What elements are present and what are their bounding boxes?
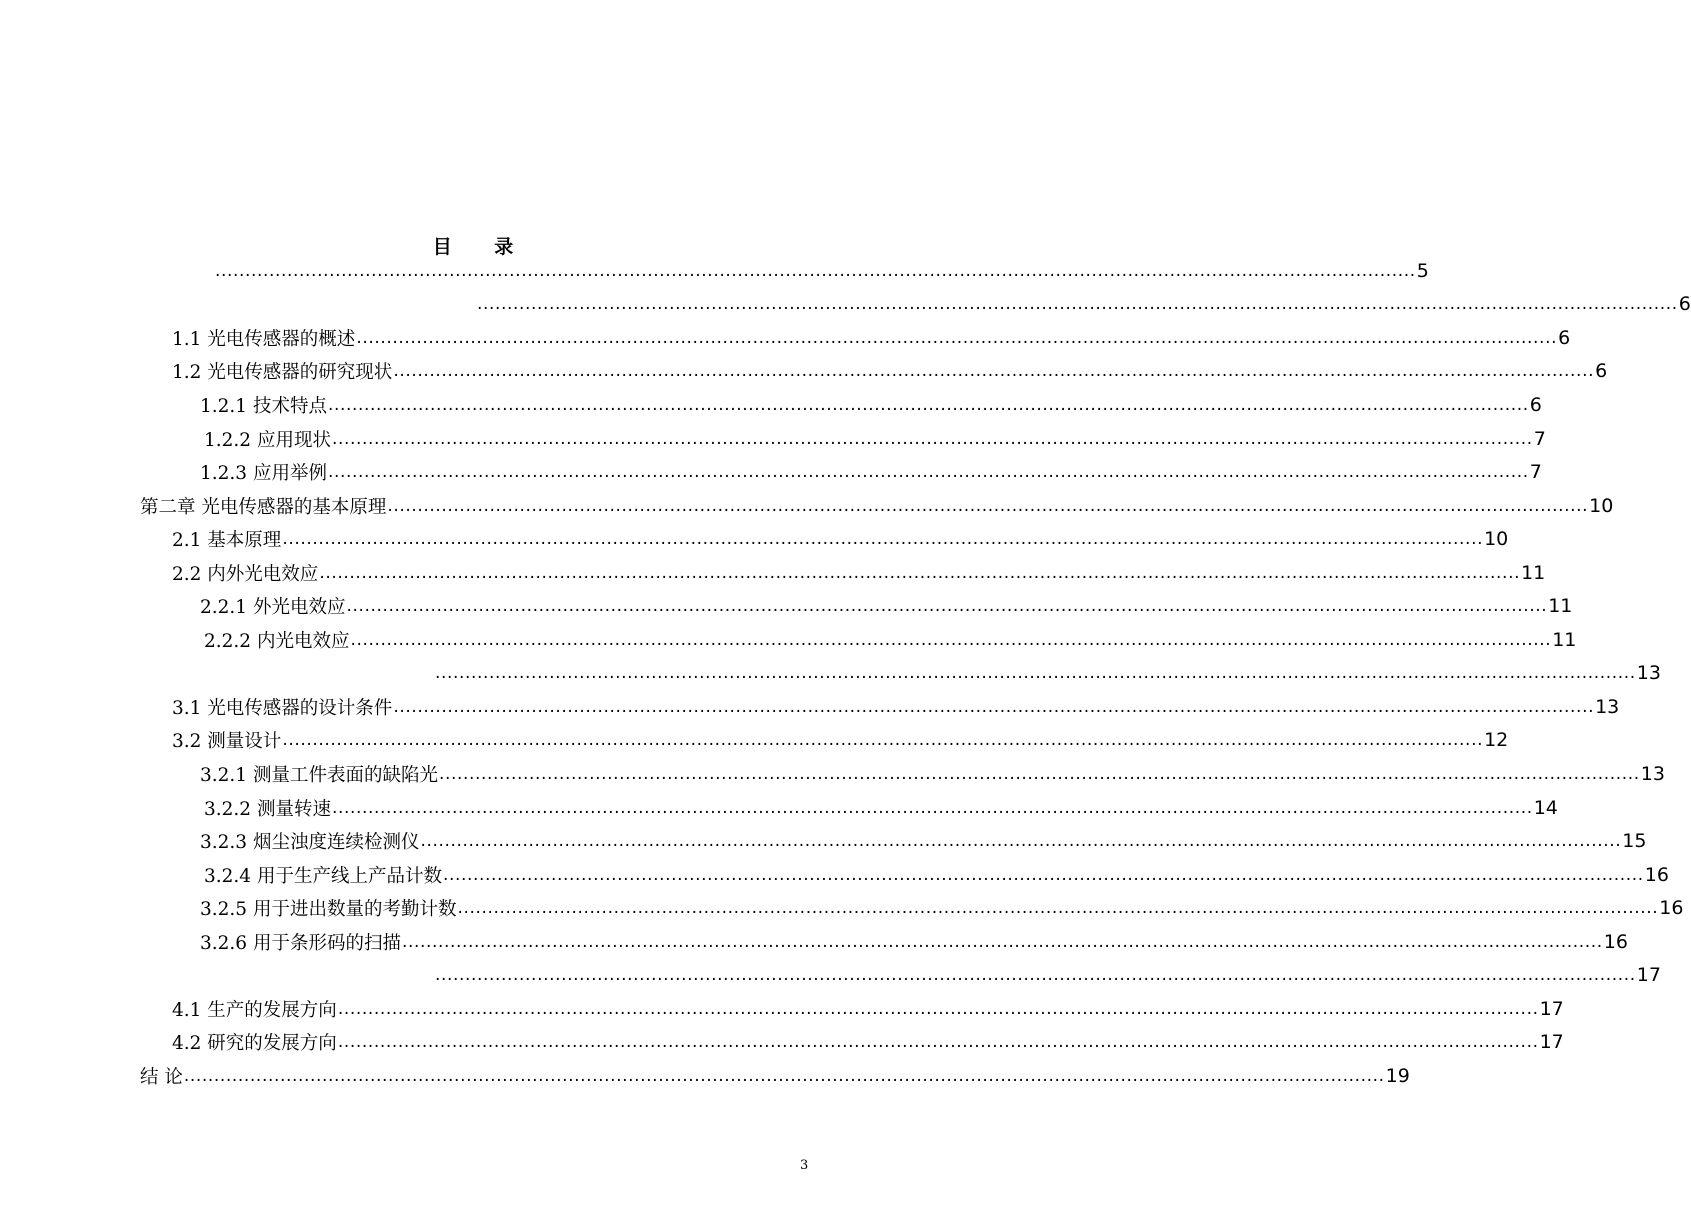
page-title: 目 录 <box>432 236 532 258</box>
toc-entry[interactable] <box>172 323 1571 353</box>
toc-entry-label: 3.2 测量设计 <box>172 731 282 752</box>
toc-entry-page: 6 <box>1678 293 1691 315</box>
toc-entry-page: 16 <box>1644 864 1669 886</box>
toc-entry-label: 2.2.1 外光电效应 <box>200 597 346 618</box>
toc-leader-dots: ........................................................................................................................................................................................................ <box>327 462 1529 482</box>
toc-entry-page: 6 <box>1558 327 1571 349</box>
toc-entry[interactable] <box>434 960 1661 990</box>
toc-entry-page: 16 <box>1603 931 1628 953</box>
toc-entry-label: 4.2 研究的发展方向 <box>172 1033 337 1054</box>
toc-entry[interactable] <box>172 558 1546 588</box>
toc-entry[interactable] <box>140 491 1614 521</box>
toc-entry-label: 3.1 光电传感器的设计条件 <box>172 698 393 719</box>
toc-entry[interactable] <box>200 457 1542 487</box>
toc-entry-page: 17 <box>1539 1031 1564 1053</box>
toc-entry[interactable] <box>172 524 1509 554</box>
toc-entry-page: 13 <box>1636 662 1661 684</box>
toc-entry[interactable] <box>200 826 1647 856</box>
toc-leader-dots: ........................................................................................................................................................................................................ <box>331 429 1533 449</box>
toc-entry[interactable] <box>200 893 1684 923</box>
toc-leader-dots: ........................................................................................................................................................................................................ <box>337 1032 1539 1052</box>
toc-entry-label: 3.2.4 用于生产线上产品计数 <box>204 866 442 887</box>
toc-entry-page: 15 <box>1622 830 1647 852</box>
toc-leader-dots: ........................................................................................................................................................................................................ <box>393 697 1595 717</box>
toc-leader-dots: ........................................................................................................................................................................................................ <box>477 294 1678 314</box>
toc-leader-dots: ........................................................................................................................................................................................................ <box>393 361 1595 381</box>
toc-leader-dots: ........................................................................................................................................................................................................ <box>319 563 1521 583</box>
toc-entry-page: 5 <box>1416 260 1429 282</box>
toc-entry[interactable] <box>204 793 1558 823</box>
toc-entry-label: 3.2.3 烟尘浊度连续检测仪 <box>200 832 420 853</box>
toc-entry[interactable] <box>172 994 1564 1024</box>
toc-entry[interactable] <box>434 658 1661 688</box>
toc-entry-label: 第二章 光电传感器的基本原理 <box>140 497 387 518</box>
toc-entry[interactable] <box>200 759 1665 789</box>
toc-entry-label: 1.2.2 应用现状 <box>204 430 331 451</box>
toc-leader-dots: ........................................................................................................................................................................................................ <box>356 328 1558 348</box>
toc-leader-dots: ........................................................................................................................................................................................................ <box>346 596 1548 616</box>
toc-leader-dots: ........................................................................................................................................................................................................ <box>442 865 1644 885</box>
toc-entry-page: 16 <box>1659 897 1684 919</box>
toc-leader-dots: ........................................................................................................................................................................................................ <box>435 965 1636 985</box>
toc-entry-page: 10 <box>1484 528 1509 550</box>
toc-leader-dots: ........................................................................................................................................................................................................ <box>282 730 1484 750</box>
toc-leader-dots: ........................................................................................................................................................................................................ <box>183 1066 1385 1086</box>
toc-entry-label: 3.2.5 用于进出数量的考勤计数 <box>200 899 457 920</box>
toc-entry-page: 11 <box>1552 629 1577 651</box>
toc-entry-label: 2.2 内外光电效应 <box>172 564 319 585</box>
toc-entry-page: 7 <box>1533 428 1546 450</box>
toc-entry[interactable] <box>172 692 1620 722</box>
toc-leader-dots: ........................................................................................................................................................................................................ <box>215 261 1416 281</box>
toc-leader-dots: ........................................................................................................................................................................................................ <box>327 395 1529 415</box>
toc-entry-page: 11 <box>1548 595 1573 617</box>
toc-leader-dots: ........................................................................................................................................................................................................ <box>282 529 1484 549</box>
toc-entry[interactable] <box>200 390 1542 420</box>
toc-leader-dots: ........................................................................................................................................................................................................ <box>457 898 1659 918</box>
toc-entry-label: 3.2.2 测量转速 <box>204 799 331 820</box>
toc-entry[interactable] <box>172 1027 1564 1057</box>
toc-entry[interactable] <box>172 356 1608 386</box>
toc-entry-label: 结 论 <box>140 1067 183 1088</box>
toc-entry-label: 4.1 生产的发展方向 <box>172 1000 337 1021</box>
toc-entry-page: 14 <box>1533 797 1558 819</box>
toc-leader-dots: ........................................................................................................................................................................................................ <box>401 932 1603 952</box>
toc-entry-label: 1.1 光电传感器的概述 <box>172 329 356 350</box>
toc-leader-dots: ........................................................................................................................................................................................................ <box>331 798 1533 818</box>
toc-entry-page: 17 <box>1539 998 1564 1020</box>
toc-leader-dots: ........................................................................................................................................................................................................ <box>435 663 1636 683</box>
toc-entry[interactable] <box>214 256 1429 286</box>
toc-entry-page: 6 <box>1595 360 1608 382</box>
toc-leader-dots: ........................................................................................................................................................................................................ <box>438 764 1640 784</box>
toc-entry[interactable] <box>204 860 1669 890</box>
toc-entry[interactable] <box>200 591 1573 621</box>
toc-entry-page: 13 <box>1640 763 1665 785</box>
toc-entry[interactable] <box>204 625 1577 655</box>
toc-entry-page: 19 <box>1385 1065 1410 1087</box>
toc-entry-label: 1.2.3 应用举例 <box>200 463 327 484</box>
toc-entry[interactable] <box>172 725 1509 755</box>
toc-entry-page: 13 <box>1595 696 1620 718</box>
toc-entry-page: 17 <box>1636 964 1661 986</box>
toc-entry-page: 10 <box>1589 495 1614 517</box>
toc-entry-label: 1.2.1 技术特点 <box>200 396 327 417</box>
toc-entry-label: 3.2.6 用于条形码的扫描 <box>200 933 401 954</box>
toc-entry-label: 2.2.2 内光电效应 <box>204 631 350 652</box>
toc-entry[interactable] <box>140 1061 1410 1091</box>
toc-entry[interactable] <box>476 289 1691 319</box>
toc-entry-page: 7 <box>1529 461 1542 483</box>
toc-leader-dots: ........................................................................................................................................................................................................ <box>420 831 1622 851</box>
page-number: 3 <box>800 1158 809 1173</box>
toc-entry-page: 11 <box>1521 562 1546 584</box>
toc-entry-page: 6 <box>1529 394 1542 416</box>
toc-entry-label: 3.2.1 测量工件表面的缺陷光 <box>200 765 438 786</box>
toc-entry[interactable] <box>204 424 1546 454</box>
toc-leader-dots: ........................................................................................................................................................................................................ <box>337 999 1539 1019</box>
toc-entry-label: 2.1 基本原理 <box>172 530 282 551</box>
toc-leader-dots: ........................................................................................................................................................................................................ <box>350 630 1552 650</box>
toc-entry[interactable] <box>200 927 1628 957</box>
toc-entry-label: 1.2 光电传感器的研究现状 <box>172 362 393 383</box>
toc-leader-dots: ........................................................................................................................................................................................................ <box>387 496 1589 516</box>
toc-entry-page: 12 <box>1484 729 1509 751</box>
